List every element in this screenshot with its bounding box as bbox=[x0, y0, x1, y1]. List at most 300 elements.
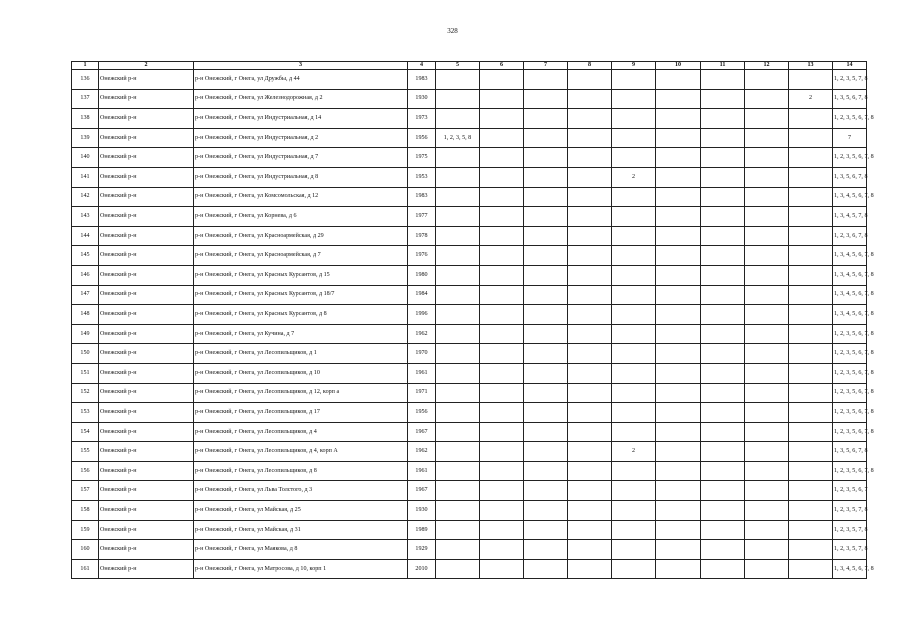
empty-cell-col10 bbox=[656, 461, 701, 481]
empty-cell-col12 bbox=[745, 285, 789, 305]
year-cell: 1930 bbox=[408, 89, 436, 109]
empty-cell-col10 bbox=[656, 265, 701, 285]
empty-cell-col10 bbox=[656, 422, 701, 442]
empty-cell-col11 bbox=[701, 383, 745, 403]
table-row bbox=[72, 540, 867, 560]
col14-cell: 1, 3, 5, 6, 7, 8 bbox=[833, 89, 867, 109]
col9-cell bbox=[612, 70, 656, 90]
empty-cell-col12 bbox=[745, 305, 789, 325]
col5-cell: 1, 2, 3, 5, 8 bbox=[436, 128, 480, 148]
district-cell: Онежский р-н bbox=[99, 148, 194, 168]
empty-cell-col8 bbox=[568, 187, 612, 207]
col14-cell: 1, 2, 3, 5, 7, 8 bbox=[833, 540, 867, 560]
district-cell: Онежский р-н bbox=[99, 207, 194, 227]
year-cell: 1961 bbox=[408, 461, 436, 481]
empty-cell-col7 bbox=[524, 403, 568, 423]
year-cell: 1956 bbox=[408, 403, 436, 423]
col13-cell bbox=[789, 363, 833, 383]
col9-cell bbox=[612, 481, 656, 501]
empty-cell-col11 bbox=[701, 226, 745, 246]
address-cell: р-н Онежский, г Онега, ул Индустриальная, д 14 bbox=[194, 109, 408, 129]
year-cell: 1976 bbox=[408, 246, 436, 266]
district-cell: Онежский р-н bbox=[99, 344, 194, 364]
empty-cell-col7 bbox=[524, 383, 568, 403]
address-cell: р-н Онежский, г Онега, ул Дружбы, д 44 bbox=[194, 70, 408, 90]
header-row bbox=[72, 62, 867, 70]
column-header-2: 2 bbox=[99, 62, 194, 70]
row-number-cell: 149 bbox=[72, 324, 99, 344]
col5-cell bbox=[436, 246, 480, 266]
empty-cell-col8 bbox=[568, 324, 612, 344]
year-cell: 1930 bbox=[408, 501, 436, 521]
col5-cell bbox=[436, 109, 480, 129]
col13-cell bbox=[789, 70, 833, 90]
empty-cell-col10 bbox=[656, 540, 701, 560]
year-cell: 1980 bbox=[408, 265, 436, 285]
address-cell: р-н Онежский, г Онега, ул Индустриальная, д 2 bbox=[194, 128, 408, 148]
column-header-13: 13 bbox=[789, 62, 833, 70]
empty-cell-col10 bbox=[656, 89, 701, 109]
col9-cell bbox=[612, 324, 656, 344]
table-row bbox=[72, 109, 867, 129]
empty-cell-col11 bbox=[701, 422, 745, 442]
empty-cell-col11 bbox=[701, 324, 745, 344]
district-cell: Онежский р-н bbox=[99, 501, 194, 521]
col13-cell bbox=[789, 128, 833, 148]
year-cell: 1977 bbox=[408, 207, 436, 227]
empty-cell-col12 bbox=[745, 109, 789, 129]
row-number-cell: 147 bbox=[72, 285, 99, 305]
col13-cell bbox=[789, 501, 833, 521]
address-cell: р-н Онежский, г Онега, ул Индустриальная, д 7 bbox=[194, 148, 408, 168]
empty-cell-col8 bbox=[568, 226, 612, 246]
col13-cell bbox=[789, 442, 833, 462]
address-cell: р-н Онежский, г Онега, ул Маякова, д 8 bbox=[194, 540, 408, 560]
col14-cell: 1, 3, 4, 5, 6, 7, 8 bbox=[833, 559, 867, 579]
empty-cell-col10 bbox=[656, 363, 701, 383]
empty-cell-col8 bbox=[568, 344, 612, 364]
empty-cell-col7 bbox=[524, 305, 568, 325]
col13-cell bbox=[789, 559, 833, 579]
empty-cell-col12 bbox=[745, 187, 789, 207]
table-row bbox=[72, 324, 867, 344]
col5-cell bbox=[436, 148, 480, 168]
empty-cell-col8 bbox=[568, 128, 612, 148]
empty-cell-col6 bbox=[480, 148, 524, 168]
empty-cell-col8 bbox=[568, 246, 612, 266]
address-cell: р-н Онежский, г Онега, ул Лесопильщиков, д 4 bbox=[194, 422, 408, 442]
col5-cell bbox=[436, 89, 480, 109]
empty-cell-col8 bbox=[568, 383, 612, 403]
col13-cell bbox=[789, 344, 833, 364]
empty-cell-col6 bbox=[480, 89, 524, 109]
col9-cell: 2 bbox=[612, 442, 656, 462]
empty-cell-col11 bbox=[701, 128, 745, 148]
col13-cell bbox=[789, 246, 833, 266]
col13-cell bbox=[789, 109, 833, 129]
row-number-cell: 142 bbox=[72, 187, 99, 207]
col9-cell bbox=[612, 305, 656, 325]
col9-cell bbox=[612, 501, 656, 521]
empty-cell-col6 bbox=[480, 422, 524, 442]
table-row bbox=[72, 461, 867, 481]
year-cell: 1962 bbox=[408, 442, 436, 462]
empty-cell-col6 bbox=[480, 226, 524, 246]
col14-cell: 1, 2, 3, 5, 6, 7 bbox=[833, 481, 867, 501]
district-cell: Онежский р-н bbox=[99, 422, 194, 442]
empty-cell-col7 bbox=[524, 461, 568, 481]
col5-cell bbox=[436, 481, 480, 501]
table-row bbox=[72, 187, 867, 207]
empty-cell-col10 bbox=[656, 501, 701, 521]
year-cell: 1984 bbox=[408, 285, 436, 305]
district-cell: Онежский р-н bbox=[99, 226, 194, 246]
empty-cell-col7 bbox=[524, 246, 568, 266]
table-row bbox=[72, 520, 867, 540]
address-cell: р-н Онежский, г Онега, ул Красноармейская, д 7 bbox=[194, 246, 408, 266]
row-number-cell: 143 bbox=[72, 207, 99, 227]
row-number-cell: 146 bbox=[72, 265, 99, 285]
col14-cell: 1, 2, 3, 5, 6, 7, 8 bbox=[833, 324, 867, 344]
empty-cell-col8 bbox=[568, 285, 612, 305]
empty-cell-col10 bbox=[656, 442, 701, 462]
empty-cell-col12 bbox=[745, 207, 789, 227]
col13-cell bbox=[789, 265, 833, 285]
empty-cell-col8 bbox=[568, 501, 612, 521]
housing-registry-table bbox=[71, 61, 874, 579]
col14-cell: 1, 2, 3, 5, 6, 7, 8 bbox=[833, 383, 867, 403]
year-cell: 2010 bbox=[408, 559, 436, 579]
year-cell: 1978 bbox=[408, 226, 436, 246]
table-row bbox=[72, 559, 867, 579]
col5-cell bbox=[436, 403, 480, 423]
empty-cell-col6 bbox=[480, 305, 524, 325]
empty-cell-col6 bbox=[480, 128, 524, 148]
row-number-cell: 156 bbox=[72, 461, 99, 481]
col14-cell: 1, 3, 4, 5, 6, 7, 8 bbox=[833, 246, 867, 266]
col14-cell: 1, 2, 3, 5, 6, 7, 8 bbox=[833, 109, 867, 129]
address-cell: р-н Онежский, г Онега, ул Льва Толстого, д 3 bbox=[194, 481, 408, 501]
col14-cell: 1, 3, 4, 5, 6, 7, 8 bbox=[833, 265, 867, 285]
empty-cell-col8 bbox=[568, 520, 612, 540]
empty-cell-col11 bbox=[701, 207, 745, 227]
col9-cell bbox=[612, 461, 656, 481]
empty-cell-col10 bbox=[656, 305, 701, 325]
address-cell: р-н Онежский, г Онега, ул Индустриальная, д 8 bbox=[194, 167, 408, 187]
table-row bbox=[72, 403, 867, 423]
col5-cell bbox=[436, 363, 480, 383]
col13-cell bbox=[789, 305, 833, 325]
empty-cell-col11 bbox=[701, 540, 745, 560]
col13-cell bbox=[789, 481, 833, 501]
empty-cell-col7 bbox=[524, 442, 568, 462]
col14-cell: 1, 2, 3, 5, 6, 7, 8 bbox=[833, 148, 867, 168]
empty-cell-col8 bbox=[568, 481, 612, 501]
column-header-14: 14 bbox=[833, 62, 867, 70]
row-number-cell: 158 bbox=[72, 501, 99, 521]
year-cell: 1971 bbox=[408, 383, 436, 403]
empty-cell-col11 bbox=[701, 109, 745, 129]
empty-cell-col8 bbox=[568, 148, 612, 168]
col9-cell bbox=[612, 89, 656, 109]
address-cell: р-н Онежский, г Онега, ул Комсомольская, д 12 bbox=[194, 187, 408, 207]
col13-cell bbox=[789, 520, 833, 540]
col9-cell bbox=[612, 540, 656, 560]
district-cell: Онежский р-н bbox=[99, 363, 194, 383]
empty-cell-col10 bbox=[656, 520, 701, 540]
row-number-cell: 159 bbox=[72, 520, 99, 540]
col14-cell: 1, 3, 4, 5, 6, 7, 8 bbox=[833, 187, 867, 207]
year-cell: 1962 bbox=[408, 324, 436, 344]
row-number-cell: 144 bbox=[72, 226, 99, 246]
empty-cell-col11 bbox=[701, 442, 745, 462]
table-row bbox=[72, 501, 867, 521]
empty-cell-col6 bbox=[480, 520, 524, 540]
empty-cell-col10 bbox=[656, 226, 701, 246]
empty-cell-col12 bbox=[745, 344, 789, 364]
empty-cell-col7 bbox=[524, 109, 568, 129]
table-row bbox=[72, 285, 867, 305]
empty-cell-col7 bbox=[524, 226, 568, 246]
empty-cell-col11 bbox=[701, 363, 745, 383]
row-number-cell: 155 bbox=[72, 442, 99, 462]
col5-cell bbox=[436, 442, 480, 462]
district-cell: Онежский р-н bbox=[99, 285, 194, 305]
address-cell: р-н Онежский, г Онега, ул Железнодорожная, д 2 bbox=[194, 89, 408, 109]
table-row bbox=[72, 70, 867, 90]
empty-cell-col6 bbox=[480, 540, 524, 560]
empty-cell-col7 bbox=[524, 540, 568, 560]
col9-cell bbox=[612, 128, 656, 148]
column-header-10: 10 bbox=[656, 62, 701, 70]
empty-cell-col7 bbox=[524, 285, 568, 305]
empty-cell-col10 bbox=[656, 246, 701, 266]
empty-cell-col12 bbox=[745, 265, 789, 285]
row-number-cell: 141 bbox=[72, 167, 99, 187]
year-cell: 1970 bbox=[408, 344, 436, 364]
row-number-cell: 152 bbox=[72, 383, 99, 403]
year-cell: 1961 bbox=[408, 363, 436, 383]
column-header-9: 9 bbox=[612, 62, 656, 70]
district-cell: Онежский р-н bbox=[99, 305, 194, 325]
address-cell: р-н Онежский, г Онега, ул Лесопильщиков, д 8 bbox=[194, 461, 408, 481]
empty-cell-col10 bbox=[656, 344, 701, 364]
row-number-cell: 138 bbox=[72, 109, 99, 129]
empty-cell-col8 bbox=[568, 559, 612, 579]
district-cell: Онежский р-н bbox=[99, 265, 194, 285]
col9-cell bbox=[612, 363, 656, 383]
empty-cell-col11 bbox=[701, 70, 745, 90]
empty-cell-col6 bbox=[480, 265, 524, 285]
address-cell: р-н Онежский, г Онега, ул Лесопильщиков, д 10 bbox=[194, 363, 408, 383]
table-row bbox=[72, 363, 867, 383]
col14-cell: 1, 2, 3, 5, 6, 7, 8 bbox=[833, 344, 867, 364]
district-cell: Онежский р-н bbox=[99, 520, 194, 540]
empty-cell-col10 bbox=[656, 324, 701, 344]
empty-cell-col6 bbox=[480, 501, 524, 521]
empty-cell-col12 bbox=[745, 481, 789, 501]
empty-cell-col7 bbox=[524, 481, 568, 501]
col14-cell: 1, 2, 3, 5, 6, 7, 8 bbox=[833, 422, 867, 442]
col5-cell bbox=[436, 540, 480, 560]
empty-cell-col12 bbox=[745, 363, 789, 383]
year-cell: 1996 bbox=[408, 305, 436, 325]
empty-cell-col12 bbox=[745, 403, 789, 423]
empty-cell-col6 bbox=[480, 481, 524, 501]
col9-cell bbox=[612, 403, 656, 423]
col13-cell bbox=[789, 226, 833, 246]
district-cell: Онежский р-н bbox=[99, 403, 194, 423]
empty-cell-col8 bbox=[568, 403, 612, 423]
empty-cell-col7 bbox=[524, 167, 568, 187]
empty-cell-col7 bbox=[524, 89, 568, 109]
year-cell: 1983 bbox=[408, 187, 436, 207]
empty-cell-col8 bbox=[568, 461, 612, 481]
district-cell: Онежский р-н bbox=[99, 559, 194, 579]
empty-cell-col10 bbox=[656, 207, 701, 227]
row-number-cell: 151 bbox=[72, 363, 99, 383]
empty-cell-col11 bbox=[701, 187, 745, 207]
column-header-6: 6 bbox=[480, 62, 524, 70]
col5-cell bbox=[436, 383, 480, 403]
col9-cell bbox=[612, 520, 656, 540]
empty-cell-col6 bbox=[480, 363, 524, 383]
district-cell: Онежский р-н bbox=[99, 383, 194, 403]
empty-cell-col10 bbox=[656, 70, 701, 90]
empty-cell-col12 bbox=[745, 559, 789, 579]
column-header-12: 12 bbox=[745, 62, 789, 70]
empty-cell-col10 bbox=[656, 187, 701, 207]
empty-cell-col6 bbox=[480, 167, 524, 187]
empty-cell-col10 bbox=[656, 403, 701, 423]
empty-cell-col8 bbox=[568, 265, 612, 285]
empty-cell-col10 bbox=[656, 559, 701, 579]
empty-cell-col12 bbox=[745, 540, 789, 560]
col9-cell: 2 bbox=[612, 167, 656, 187]
col13-cell bbox=[789, 403, 833, 423]
empty-cell-col10 bbox=[656, 148, 701, 168]
column-header-7: 7 bbox=[524, 62, 568, 70]
empty-cell-col6 bbox=[480, 403, 524, 423]
row-number-cell: 161 bbox=[72, 559, 99, 579]
empty-cell-col11 bbox=[701, 305, 745, 325]
col14-cell: 1, 2, 3, 5, 6, 7, 8 bbox=[833, 403, 867, 423]
empty-cell-col6 bbox=[480, 461, 524, 481]
empty-cell-col11 bbox=[701, 246, 745, 266]
table-row bbox=[72, 246, 867, 266]
col14-cell: 1, 3, 4, 5, 7, 8 bbox=[833, 207, 867, 227]
col5-cell bbox=[436, 324, 480, 344]
col13-cell bbox=[789, 207, 833, 227]
empty-cell-col6 bbox=[480, 207, 524, 227]
empty-cell-col12 bbox=[745, 324, 789, 344]
year-cell: 1989 bbox=[408, 520, 436, 540]
col5-cell bbox=[436, 461, 480, 481]
year-cell: 1953 bbox=[408, 167, 436, 187]
col14-cell: 1, 3, 4, 5, 6, 7, 8 bbox=[833, 305, 867, 325]
table-row bbox=[72, 148, 867, 168]
district-cell: Онежский р-н bbox=[99, 109, 194, 129]
empty-cell-col12 bbox=[745, 383, 789, 403]
col13-cell bbox=[789, 148, 833, 168]
empty-cell-col7 bbox=[524, 520, 568, 540]
col5-cell bbox=[436, 520, 480, 540]
empty-cell-col11 bbox=[701, 265, 745, 285]
table-row bbox=[72, 226, 867, 246]
col14-cell: 1, 2, 3, 5, 7, 8 bbox=[833, 70, 867, 90]
col9-cell bbox=[612, 344, 656, 364]
row-number-cell: 148 bbox=[72, 305, 99, 325]
empty-cell-col11 bbox=[701, 501, 745, 521]
empty-cell-col12 bbox=[745, 422, 789, 442]
col9-cell bbox=[612, 109, 656, 129]
empty-cell-col7 bbox=[524, 207, 568, 227]
empty-cell-col8 bbox=[568, 167, 612, 187]
empty-cell-col7 bbox=[524, 148, 568, 168]
empty-cell-col7 bbox=[524, 70, 568, 90]
column-header-5: 5 bbox=[436, 62, 480, 70]
col5-cell bbox=[436, 285, 480, 305]
empty-cell-col12 bbox=[745, 246, 789, 266]
col13-cell bbox=[789, 187, 833, 207]
empty-cell-col7 bbox=[524, 128, 568, 148]
col5-cell bbox=[436, 187, 480, 207]
table-row bbox=[72, 344, 867, 364]
col5-cell bbox=[436, 344, 480, 364]
empty-cell-col11 bbox=[701, 403, 745, 423]
district-cell: Онежский р-н bbox=[99, 442, 194, 462]
table-row bbox=[72, 422, 867, 442]
col5-cell bbox=[436, 207, 480, 227]
col14-cell: 1, 3, 5, 6, 7, 8 bbox=[833, 167, 867, 187]
column-header-8: 8 bbox=[568, 62, 612, 70]
empty-cell-col8 bbox=[568, 207, 612, 227]
empty-cell-col12 bbox=[745, 461, 789, 481]
col14-cell: 1, 2, 3, 5, 6, 7, 8 bbox=[833, 363, 867, 383]
col13-cell bbox=[789, 422, 833, 442]
empty-cell-col8 bbox=[568, 109, 612, 129]
district-cell: Онежский р-н bbox=[99, 461, 194, 481]
table-row bbox=[72, 305, 867, 325]
empty-cell-col7 bbox=[524, 324, 568, 344]
empty-cell-col6 bbox=[480, 187, 524, 207]
empty-cell-col7 bbox=[524, 265, 568, 285]
address-cell: р-н Онежский, г Онега, ул Лесопильщиков, д 4, корп А bbox=[194, 442, 408, 462]
empty-cell-col8 bbox=[568, 363, 612, 383]
empty-cell-col6 bbox=[480, 344, 524, 364]
empty-cell-col10 bbox=[656, 383, 701, 403]
empty-cell-col11 bbox=[701, 89, 745, 109]
empty-cell-col12 bbox=[745, 70, 789, 90]
empty-cell-col11 bbox=[701, 559, 745, 579]
empty-cell-col10 bbox=[656, 128, 701, 148]
empty-cell-col6 bbox=[480, 324, 524, 344]
col9-cell bbox=[612, 265, 656, 285]
row-number-cell: 150 bbox=[72, 344, 99, 364]
col14-cell: 1, 3, 5, 6, 7, 8 bbox=[833, 442, 867, 462]
empty-cell-col11 bbox=[701, 148, 745, 168]
col9-cell bbox=[612, 383, 656, 403]
address-cell: р-н Онежский, г Онега, ул Майская, д 31 bbox=[194, 520, 408, 540]
row-number-cell: 160 bbox=[72, 540, 99, 560]
empty-cell-col6 bbox=[480, 442, 524, 462]
row-number-cell: 140 bbox=[72, 148, 99, 168]
col13-cell bbox=[789, 324, 833, 344]
year-cell: 1929 bbox=[408, 540, 436, 560]
col9-cell bbox=[612, 187, 656, 207]
row-number-cell: 157 bbox=[72, 481, 99, 501]
col5-cell bbox=[436, 501, 480, 521]
